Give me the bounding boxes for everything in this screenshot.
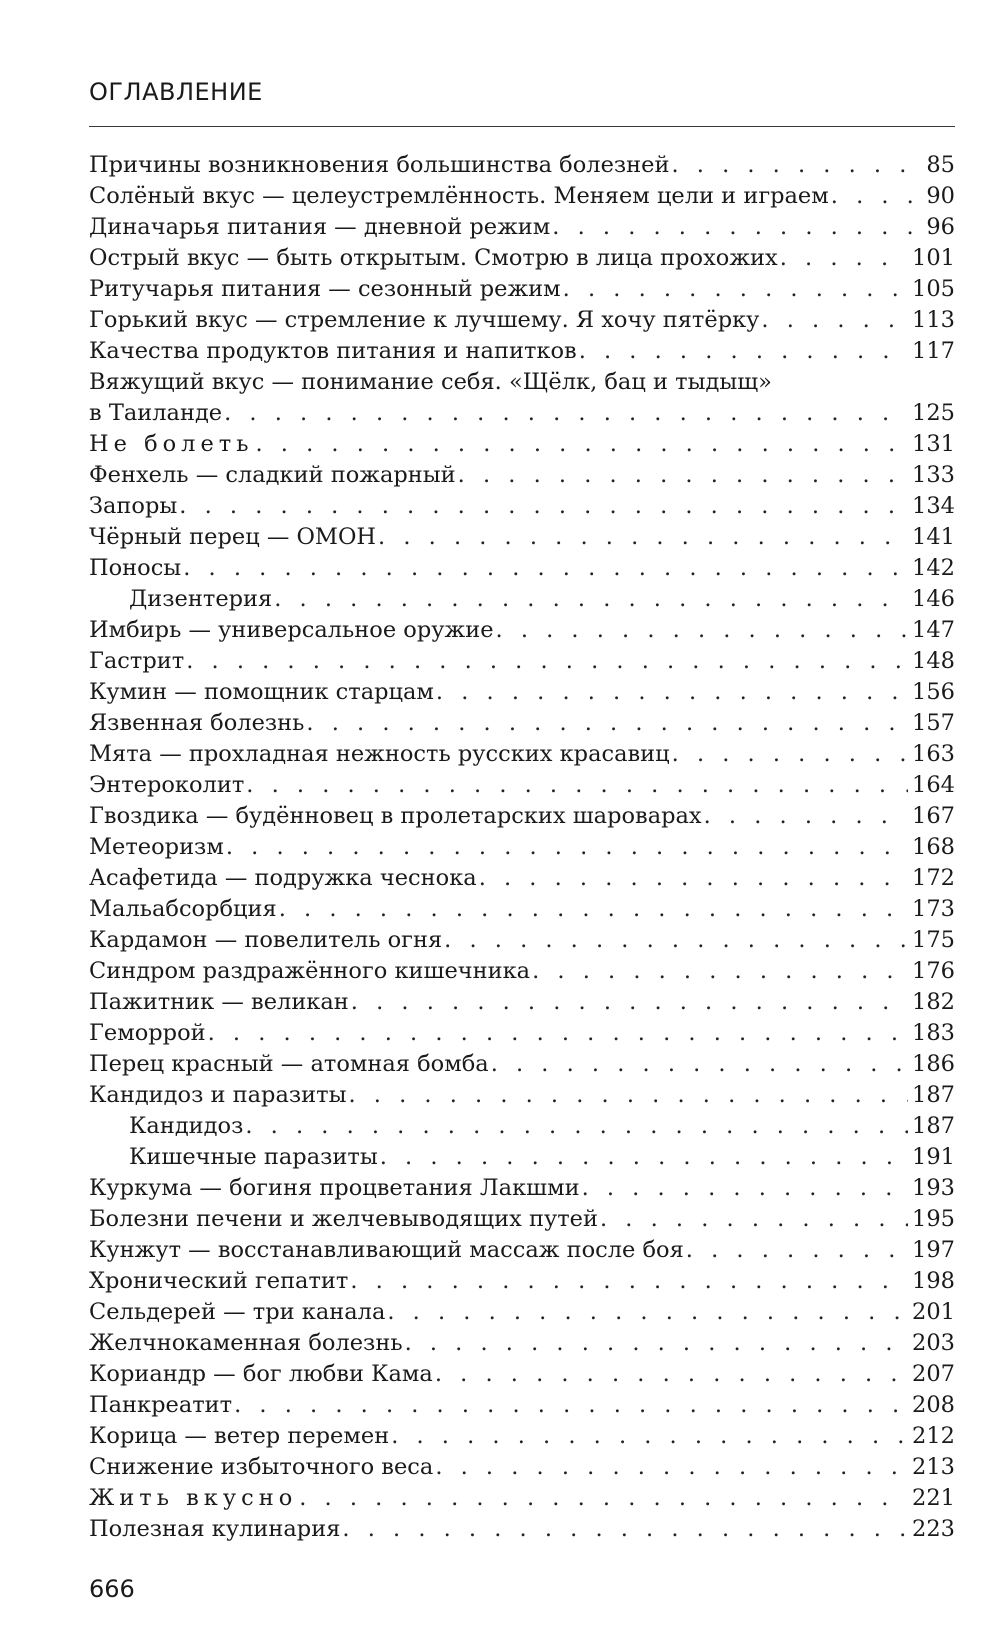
dot-leader — [351, 987, 908, 1018]
toc-entry-page: 85 — [926, 152, 955, 178]
toc-entry-title: Асафетида — подружка чеснока — [89, 865, 477, 891]
toc-entry-title: Кумин — помощник старцам — [89, 679, 434, 705]
toc-entry-page: 101 — [912, 245, 955, 271]
dot-leader — [532, 956, 908, 987]
dot-leader — [342, 1514, 908, 1545]
toc-entry-title: Качества продуктов питания и напитков — [89, 338, 577, 364]
toc-entry-title: Мята — прохладная нежность русских красавиц — [89, 741, 670, 767]
toc-entry-page: 175 — [912, 927, 955, 953]
toc-entry — [89, 150, 955, 181]
toc-entry-page: 187 — [912, 1113, 955, 1139]
toc-entry-page: 182 — [912, 989, 955, 1015]
toc-entry — [89, 1235, 955, 1266]
dot-leader — [563, 274, 908, 305]
toc-entry-title: Кунжут — восстанавливающий массаж после боя — [89, 1237, 684, 1263]
dot-leader — [299, 1483, 908, 1514]
toc-entry-page: 207 — [912, 1361, 955, 1387]
toc-subentry — [89, 584, 955, 615]
toc-entry — [89, 212, 955, 243]
toc-entry-title: Не болеть — [89, 431, 254, 457]
dot-leader — [686, 1235, 908, 1266]
toc-entry — [89, 863, 955, 894]
toc-entry — [89, 522, 955, 553]
table-of-contents — [89, 150, 955, 1545]
toc-entry — [89, 336, 955, 367]
toc-entry-page: 221 — [912, 1485, 955, 1511]
dot-leader — [780, 243, 908, 274]
toc-entry — [89, 398, 955, 429]
toc-entry — [89, 770, 955, 801]
toc-entry — [89, 708, 955, 739]
toc-entry-title: Фенхель — сладкий пожарный — [89, 462, 456, 488]
dot-leader — [208, 1018, 908, 1049]
toc-entry — [89, 956, 955, 987]
toc-entry-page: 125 — [912, 400, 955, 426]
dot-leader — [274, 584, 908, 615]
dot-leader — [435, 1359, 908, 1390]
toc-subentry — [89, 1142, 955, 1173]
toc-entry-title: Перец красный — атомная бомба — [89, 1051, 489, 1077]
dot-leader — [436, 677, 908, 708]
toc-entry — [89, 1514, 955, 1545]
toc-entry — [89, 491, 955, 522]
toc-entry — [89, 460, 955, 491]
toc-entry-page: 141 — [912, 524, 955, 550]
dot-leader — [479, 863, 908, 894]
toc-entry-title: Острый вкус — быть открытым. Смотрю в лица прохожих — [89, 245, 778, 271]
toc-entry-title: Кориандр — бог любви Кама — [89, 1361, 433, 1387]
toc-entry-page: 131 — [912, 431, 955, 457]
toc-entry — [89, 1297, 955, 1328]
dot-leader — [600, 1204, 908, 1235]
toc-entry-title: Куркума — богиня процветания Лакшми — [89, 1175, 580, 1201]
dot-leader — [391, 1421, 908, 1452]
toc-entry — [89, 305, 955, 336]
toc-entry — [89, 832, 955, 863]
toc-entry — [89, 274, 955, 305]
dot-leader — [761, 305, 908, 336]
toc-entry-page: 133 — [912, 462, 955, 488]
toc-entry-title: Язвенная болезнь — [89, 710, 305, 736]
toc-entry — [89, 1483, 955, 1514]
toc-entry-title: Снижение избыточного веса — [89, 1454, 434, 1480]
toc-entry-page: 147 — [912, 617, 955, 643]
toc-entry — [89, 1173, 955, 1204]
toc-entry-title: Панкреатит — [89, 1392, 233, 1418]
toc-entry-title: Чёрный перец — ОМОН — [89, 524, 377, 550]
toc-entry-title: Диначарья питания — дневной режим — [89, 214, 551, 240]
dot-leader — [579, 336, 908, 367]
toc-entry-page: 148 — [912, 648, 955, 674]
dot-leader — [306, 708, 908, 739]
toc-entry-title: Кандидоз и паразиты — [89, 1082, 347, 1108]
dot-leader — [582, 1173, 908, 1204]
dot-leader — [672, 739, 908, 770]
toc-entry-title: Корица — ветер перемен — [89, 1423, 390, 1449]
toc-entry-page: 142 — [912, 555, 955, 581]
header-rule — [89, 126, 955, 127]
dot-leader — [552, 212, 917, 243]
toc-entry — [89, 1328, 955, 1359]
toc-entry — [89, 1266, 955, 1297]
dot-leader — [458, 460, 908, 491]
toc-entry-line — [89, 367, 955, 398]
toc-entry — [89, 1018, 955, 1049]
toc-entry-title: Болезни печени и желчевыводящих путей — [89, 1206, 598, 1232]
toc-entry — [89, 801, 955, 832]
dot-leader — [279, 894, 908, 925]
toc-entry-title: Синдром раздражённого кишечника — [89, 958, 531, 984]
toc-entry — [89, 553, 955, 584]
toc-entry-page: 208 — [912, 1392, 955, 1418]
toc-entry-title: Мальабсорбция — [89, 896, 277, 922]
toc-entry-title: Поносы — [89, 555, 182, 581]
toc-entry — [89, 1359, 955, 1390]
toc-entry — [89, 615, 955, 646]
toc-entry-page: 113 — [912, 307, 955, 333]
toc-entry-page: 212 — [912, 1423, 955, 1449]
toc-entry-page: 213 — [912, 1454, 955, 1480]
toc-entry — [89, 677, 955, 708]
toc-entry-page: 195 — [912, 1206, 955, 1232]
toc-entry-page: 146 — [912, 586, 955, 612]
dot-leader — [380, 1142, 908, 1173]
toc-entry-title: Кишечные паразиты — [129, 1144, 378, 1170]
dot-leader — [444, 925, 908, 956]
toc-entry-page: 168 — [912, 834, 955, 860]
toc-entry — [89, 987, 955, 1018]
toc-entry — [89, 1452, 955, 1483]
dot-leader — [179, 491, 908, 522]
toc-entry-page: 183 — [912, 1020, 955, 1046]
toc-entry — [89, 739, 955, 770]
toc-entry-page: 163 — [912, 741, 955, 767]
toc-entry-title: Солёный вкус — целеустремлённость. Меняем цели и играем — [89, 183, 829, 209]
dot-leader — [350, 1266, 908, 1297]
toc-entry-title: Метеоризм — [89, 834, 224, 860]
dot-leader — [349, 1080, 909, 1111]
toc-entry-page: 157 — [912, 710, 955, 736]
toc-entry-page: 90 — [926, 183, 955, 209]
dot-leader — [491, 1049, 908, 1080]
toc-entry-title: в Таиланде — [89, 400, 223, 426]
dot-leader — [186, 646, 908, 677]
toc-entry-page: 191 — [912, 1144, 955, 1170]
toc-entry — [89, 1390, 955, 1421]
toc-entry — [89, 894, 955, 925]
toc-entry-page: 201 — [912, 1299, 955, 1325]
toc-entry-title: Имбирь — универсальное оружие — [89, 617, 494, 643]
toc-entry — [89, 243, 955, 274]
toc-entry-title: Сельдерей — три канала — [89, 1299, 386, 1325]
toc-entry-title: Гвоздика — будённовец в пролетарских шароварах — [89, 803, 702, 829]
toc-entry-title: Запоры — [89, 493, 178, 519]
page-number: 666 — [89, 1575, 135, 1603]
toc-entry-page: 96 — [926, 214, 955, 240]
dot-leader — [246, 770, 908, 801]
toc-subentry — [89, 1111, 955, 1142]
toc-entry-title: Дизентерия — [129, 586, 273, 612]
dot-leader — [224, 398, 908, 429]
dot-leader — [387, 1297, 908, 1328]
toc-entry-page: 198 — [912, 1268, 955, 1294]
toc-entry-title: Вяжущий вкус — понимание себя. «Щёлк, бац и тыдыщ» — [89, 369, 772, 395]
toc-entry-page: 197 — [912, 1237, 955, 1263]
dot-leader — [245, 1111, 908, 1142]
toc-entry — [89, 1421, 955, 1452]
toc-entry-title: Хронический гепатит — [89, 1268, 349, 1294]
toc-entry-page: 156 — [912, 679, 955, 705]
dot-leader — [256, 429, 909, 460]
dot-leader — [496, 615, 909, 646]
dot-leader — [435, 1452, 908, 1483]
toc-entry-page: 167 — [912, 803, 955, 829]
running-title: ОГЛАВЛЕНИЕ — [89, 78, 263, 106]
toc-entry-page: 134 — [912, 493, 955, 519]
dot-leader — [704, 801, 908, 832]
toc-entry — [89, 181, 955, 212]
toc-entry — [89, 1049, 955, 1080]
toc-entry-page: 203 — [912, 1330, 955, 1356]
dot-leader — [183, 553, 908, 584]
toc-entry-title: Геморрой — [89, 1020, 206, 1046]
toc-entry — [89, 1080, 955, 1111]
toc-entry-title: Кардамон — повелитель огня — [89, 927, 443, 953]
toc-entry-title: Жить вкусно — [89, 1485, 298, 1511]
toc-entry-page: 173 — [912, 896, 955, 922]
toc-entry-title: Пажитник — великан — [89, 989, 349, 1015]
toc-entry-page: 117 — [912, 338, 955, 364]
toc-entry-title: Гастрит — [89, 648, 185, 674]
toc-entry-page: 187 — [912, 1082, 955, 1108]
toc-entry — [89, 925, 955, 956]
dot-leader — [831, 181, 917, 212]
dot-leader — [671, 150, 917, 181]
dot-leader — [405, 1328, 908, 1359]
toc-entry — [89, 646, 955, 677]
toc-entry-page: 176 — [912, 958, 955, 984]
toc-entry-page: 223 — [912, 1516, 955, 1542]
toc-entry-title: Полезная кулинария — [89, 1516, 341, 1542]
toc-entry-title: Энтероколит — [89, 772, 245, 798]
toc-entry-page: 186 — [912, 1051, 955, 1077]
toc-entry-title: Желчнокаменная болезнь — [89, 1330, 403, 1356]
dot-leader — [234, 1390, 908, 1421]
toc-entry-page: 193 — [912, 1175, 955, 1201]
toc-entry-title: Горький вкус — стремление к лучшему. Я хочу пятёрку — [89, 307, 760, 333]
toc-entry-page: 164 — [912, 772, 955, 798]
toc-entry — [89, 1204, 955, 1235]
toc-entry-title: Кандидоз — [129, 1113, 244, 1139]
toc-entry-page: 172 — [912, 865, 955, 891]
toc-entry-title: Причины возникновения большинства болезней — [89, 152, 670, 178]
dot-leader — [226, 832, 908, 863]
toc-entry-page: 105 — [912, 276, 955, 302]
dot-leader — [378, 522, 908, 553]
toc-entry-title: Ритучарья питания — сезонный режим — [89, 276, 561, 302]
toc-entry — [89, 429, 955, 460]
